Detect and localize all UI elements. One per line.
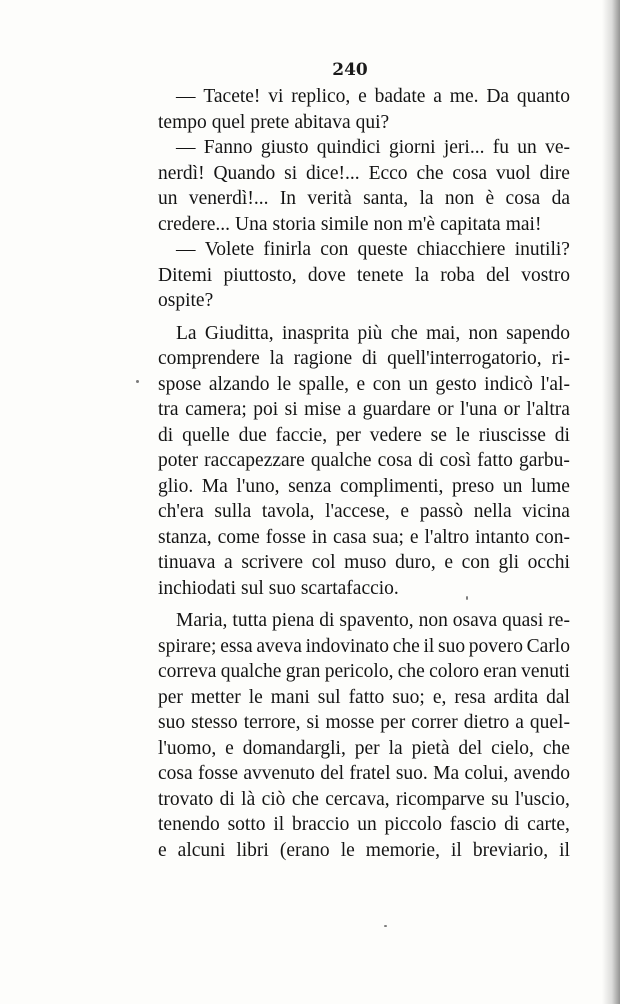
- body-text: [158, 84, 570, 863]
- text-line: La Giuditta, inasprita più che mai, non sapendo: [176, 322, 570, 344]
- text-line: nerdì! Quando si dice!... Ecco che cosa vuol dire: [158, 162, 570, 184]
- paper-speck: [136, 380, 139, 383]
- paper-speck: [384, 925, 387, 927]
- text-line: Maria, tutta piena di spavento, non osava quasi re-: [176, 610, 570, 631]
- text-line: ospite?: [158, 290, 214, 311]
- paragraph: [158, 321, 570, 602]
- page-edge-shadow: [602, 0, 620, 1004]
- text-line: spose alzando le spalle, e con un gesto indicò l'al-: [158, 373, 570, 395]
- text-line: tinuava a scrivere col muso duro, e con gli occhi: [158, 552, 570, 573]
- paragraph-gap: [158, 314, 570, 321]
- text-line: glio. Ma l'uno, senza complimenti, preso un lume: [158, 475, 570, 497]
- paragraph: [158, 84, 570, 135]
- text-line: trovato di là ciò che cercava, ricomparve su l'uscio,: [158, 788, 570, 810]
- text-line: — Volete finirla con queste chiacchiere inutili?: [176, 239, 570, 260]
- paragraph: [158, 135, 570, 237]
- text-line: tra camera; poi si mise a guardare or l'una or l'altra: [158, 399, 570, 420]
- text-line: per metter le mani sul fatto suo; e, resa ardita dal: [158, 686, 570, 708]
- text-line: correva qualche gran pericolo, che coloro eran venuti: [158, 661, 570, 682]
- text-line: cosa fosse avvenuto del fratel suo. Ma colui, avendo: [158, 763, 570, 784]
- text-line: e alcuni libri (erano le memorie, il breviario, il: [158, 839, 570, 861]
- text-line: tenendo sotto il braccio un piccolo fascio di carte,: [158, 814, 570, 835]
- text-line: spirare; essa aveva indovinato che il suo povero Carlo: [158, 635, 570, 657]
- text-line: credere... Una storia simile non m'è capitata mai!: [158, 213, 542, 235]
- page-number: 240: [332, 60, 368, 80]
- text-line: l'uomo, e domandargli, per la pietà del cielo, che: [158, 737, 570, 759]
- text-line: Ditemi piuttosto, dove tenete la roba del vostro: [158, 264, 570, 286]
- text-line: di quelle due faccie, per vedere se le riuscisse di: [158, 424, 570, 446]
- text-line: un venerdì!... In verità santa, la non è cosa da: [158, 188, 570, 209]
- text-line: — Tacete! vi replico, e badate a me. Da quanto: [176, 86, 570, 107]
- text-line: suo stesso terrore, si mosse per correr dietro a quel-: [158, 712, 570, 733]
- paragraph: [158, 608, 570, 863]
- text-line: inchiodati sul suo scartafaccio.: [158, 577, 399, 599]
- paragraph: [158, 237, 570, 314]
- text-line: ch'era sulla tavola, l'accese, e passò nella vicina: [158, 501, 570, 522]
- text-line: comprendere la ragione di quell'interrogatorio, ri-: [158, 348, 570, 369]
- text-line: tempo quel prete abitava qui?: [158, 111, 390, 133]
- text-line: — Fanno giusto quindici giorni jeri... fu un ve-: [176, 137, 570, 158]
- text-line: stanza, come fosse in casa sua; e l'altro intanto con-: [158, 526, 570, 548]
- paragraph-gap: [158, 601, 570, 608]
- text-line: poter raccapezzare qualche cosa di così fatto garbu-: [158, 450, 570, 471]
